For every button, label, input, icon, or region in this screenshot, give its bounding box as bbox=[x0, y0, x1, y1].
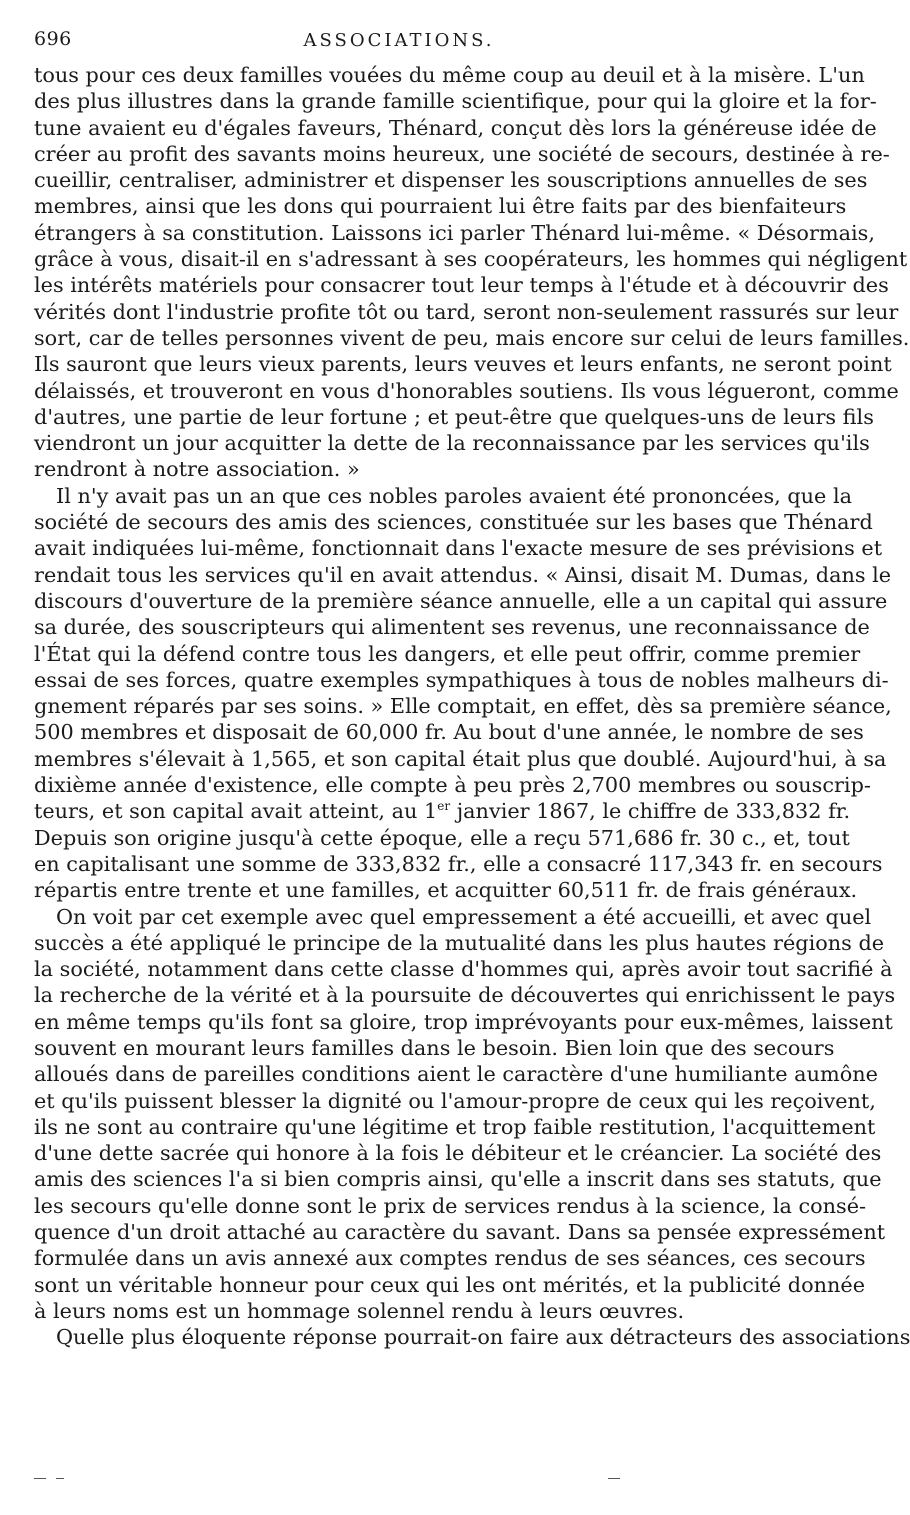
ordinal-superscript: er bbox=[437, 799, 451, 814]
text-line: les secours qu'elle donne sont le prix de services rendus à la science, la consé- bbox=[34, 1193, 867, 1218]
text-line: dixième année d'existence, elle compte à peu près 2,700 membres ou souscrip- bbox=[34, 773, 871, 798]
text-line: Depuis son origine jusqu'à cette époque, elle a reçu 571,686 fr. 30 c., et, tout bbox=[34, 825, 850, 850]
text-line: avait indiquées lui-même, fonctionnait dans l'exacte mesure de ses prévisions et bbox=[34, 536, 883, 561]
text-line: sont un véritable honneur pour ceux qui les ont mérités, et la publicité donnée bbox=[34, 1272, 866, 1297]
paragraph-4 bbox=[34, 1324, 910, 1350]
text-line: des plus illustres dans la grande famille scientifique, pour qui la gloire et la for- bbox=[34, 89, 877, 114]
text-line: répartis entre trente et une familles, et acquitter 60,511 fr. de frais généraux. bbox=[34, 878, 858, 903]
text-line: alloués dans de pareilles conditions aient le caractère d'une humiliante aumône bbox=[34, 1062, 878, 1087]
line-head: teurs, et son capital avait atteint, au 1 bbox=[34, 799, 438, 824]
text-line: grâce à vous, disait-il en s'adressant à ses coopérateurs, les hommes qui négligent bbox=[34, 247, 908, 272]
text-line: sort, car de telles personnes vivent de peu, mais encore sur celui de leurs familles. bbox=[34, 325, 910, 350]
print-mark bbox=[34, 1478, 46, 1479]
text-line: gnement réparés par ses soins. » Elle comptait, en effet, dès sa première séance, bbox=[34, 694, 892, 719]
text-line: vérités dont l'industrie profite tôt ou tard, seront non-seulement rassurés sur leur bbox=[34, 299, 899, 324]
text-line: créer au profit des savants moins heureux, une société de secours, destinée à re- bbox=[34, 141, 890, 166]
text-line: cueillir, centraliser, administrer et dispenser les souscriptions annuelles de ses bbox=[34, 168, 868, 193]
text-line: rendait tous les services qu'il en avait attendus. « Ainsi, disait M. Dumas, dans le bbox=[34, 562, 892, 587]
text-line: à leurs noms est un hommage solennel rendu à leurs œuvres. bbox=[34, 1298, 685, 1323]
text-line: discours d'ouverture de la première séance annuelle, elle a un capital qui assure bbox=[34, 588, 888, 613]
text-line: Il n'y avait pas un an que ces nobles paroles avaient été prononcées, que la bbox=[56, 483, 853, 508]
running-head bbox=[34, 22, 764, 62]
text-line: la société, notamment dans cette classe d'hommes qui, après avoir tout sacrifié à bbox=[34, 957, 893, 982]
text-line: les intérêts matériels pour consacrer tout leur temps à l'étude et à découvrir des bbox=[34, 273, 889, 298]
text-line: membres s'élevait à 1,565, et son capital était plus que doublé. Aujourd'hui, à sa bbox=[34, 746, 887, 771]
text-line: en capitalisant une somme de 333,832 fr., elle a consacré 117,343 fr. en secours bbox=[34, 851, 883, 876]
text-line: tune avaient eu d'égales faveurs, Thénard, conçut dès lors la généreuse idée de bbox=[34, 115, 877, 140]
text-line: en même temps qu'ils font sa gloire, trop imprévoyants pour eux-mêmes, laissent bbox=[34, 1009, 893, 1034]
running-title: ASSOCIATIONS. bbox=[303, 30, 495, 51]
book-page bbox=[34, 22, 910, 1351]
print-mark bbox=[56, 1478, 64, 1479]
page-number: 696 bbox=[34, 28, 72, 50]
line-tail: janvier 1867, le chiffre de 333,832 fr. bbox=[450, 799, 851, 824]
paragraph-2 bbox=[34, 483, 892, 904]
text-line: essai de ses forces, quatre exemples sympathiques à tous de nobles malheurs di- bbox=[34, 667, 889, 692]
text-line: Quelle plus éloquente réponse pourrait-on faire aux détracteurs des associations bbox=[56, 1325, 910, 1350]
text-line: tous pour ces deux familles vouées du même coup au deuil et à la misère. L'un bbox=[34, 63, 865, 87]
text-line: délaissés, et trouveront en vous d'honorables soutiens. Ils vous légueront, comme bbox=[34, 378, 899, 403]
text-line: et qu'ils puissent blesser la dignité ou l'amour-propre de ceux qui les reçoivent, bbox=[34, 1088, 876, 1113]
text-line: amis des sciences l'a si bien compris ainsi, qu'elle a inscrit dans ses statuts, que bbox=[34, 1167, 882, 1192]
text-line: viendront un jour acquitter la dette de la reconnaissance par les services qu'ils bbox=[34, 431, 870, 456]
text-line: l'État qui la défend contre tous les dangers, et elle peut offrir, comme premier bbox=[34, 641, 861, 666]
text-line-with-superscript bbox=[34, 798, 851, 824]
text-line: d'autres, une partie de leur fortune ; et peut-être que quelques-uns de leurs fils bbox=[34, 404, 874, 429]
text-line: la recherche de la vérité et à la poursuite de découvertes qui enrichissent le pays bbox=[34, 983, 896, 1008]
text-line: On voit par cet exemple avec quel empressement a été accueilli, et avec quel bbox=[56, 904, 872, 929]
text-line: d'une dette sacrée qui honore à la fois le débiteur et le créancier. La société des bbox=[34, 1141, 882, 1166]
footer-print-marks bbox=[34, 1474, 766, 1484]
text-line: succès a été appliqué le principe de la mutualité dans les plus hautes régions de bbox=[34, 930, 885, 955]
text-line: société de secours des amis des sciences, constituée sur les bases que Thénard bbox=[34, 510, 873, 535]
text-line: membres, ainsi que les dons qui pourraient lui être faits par des bienfaiteurs bbox=[34, 194, 847, 219]
text-line: 500 membres et disposait de 60,000 fr. Au bout d'une année, le nombre de ses bbox=[34, 720, 864, 745]
paragraph-1 bbox=[34, 62, 910, 483]
paragraph-3 bbox=[34, 904, 896, 1325]
text-line: étrangers à sa constitution. Laissons ici parler Thénard lui-même. « Désormais, bbox=[34, 220, 875, 245]
text-line: ils ne sont au contraire qu'une légitime et trop faible restitution, l'acquittement bbox=[34, 1114, 876, 1139]
text-line: rendront à notre association. » bbox=[34, 457, 360, 482]
text-line: Ils sauront que leurs vieux parents, leurs veuves et leurs enfants, ne seront point bbox=[34, 352, 892, 377]
text-line: sa durée, des souscripteurs qui alimentent ses revenus, une reconnaissance de bbox=[34, 615, 870, 640]
print-mark bbox=[608, 1478, 620, 1479]
text-line: souvent en mourant leurs familles dans le besoin. Bien loin que des secours bbox=[34, 1035, 835, 1060]
text-line: quence d'un droit attaché au caractère du savant. Dans sa pensée expressément bbox=[34, 1220, 886, 1245]
text-line: formulée dans un avis annexé aux comptes rendus de ses séances, ces secours bbox=[34, 1246, 866, 1271]
